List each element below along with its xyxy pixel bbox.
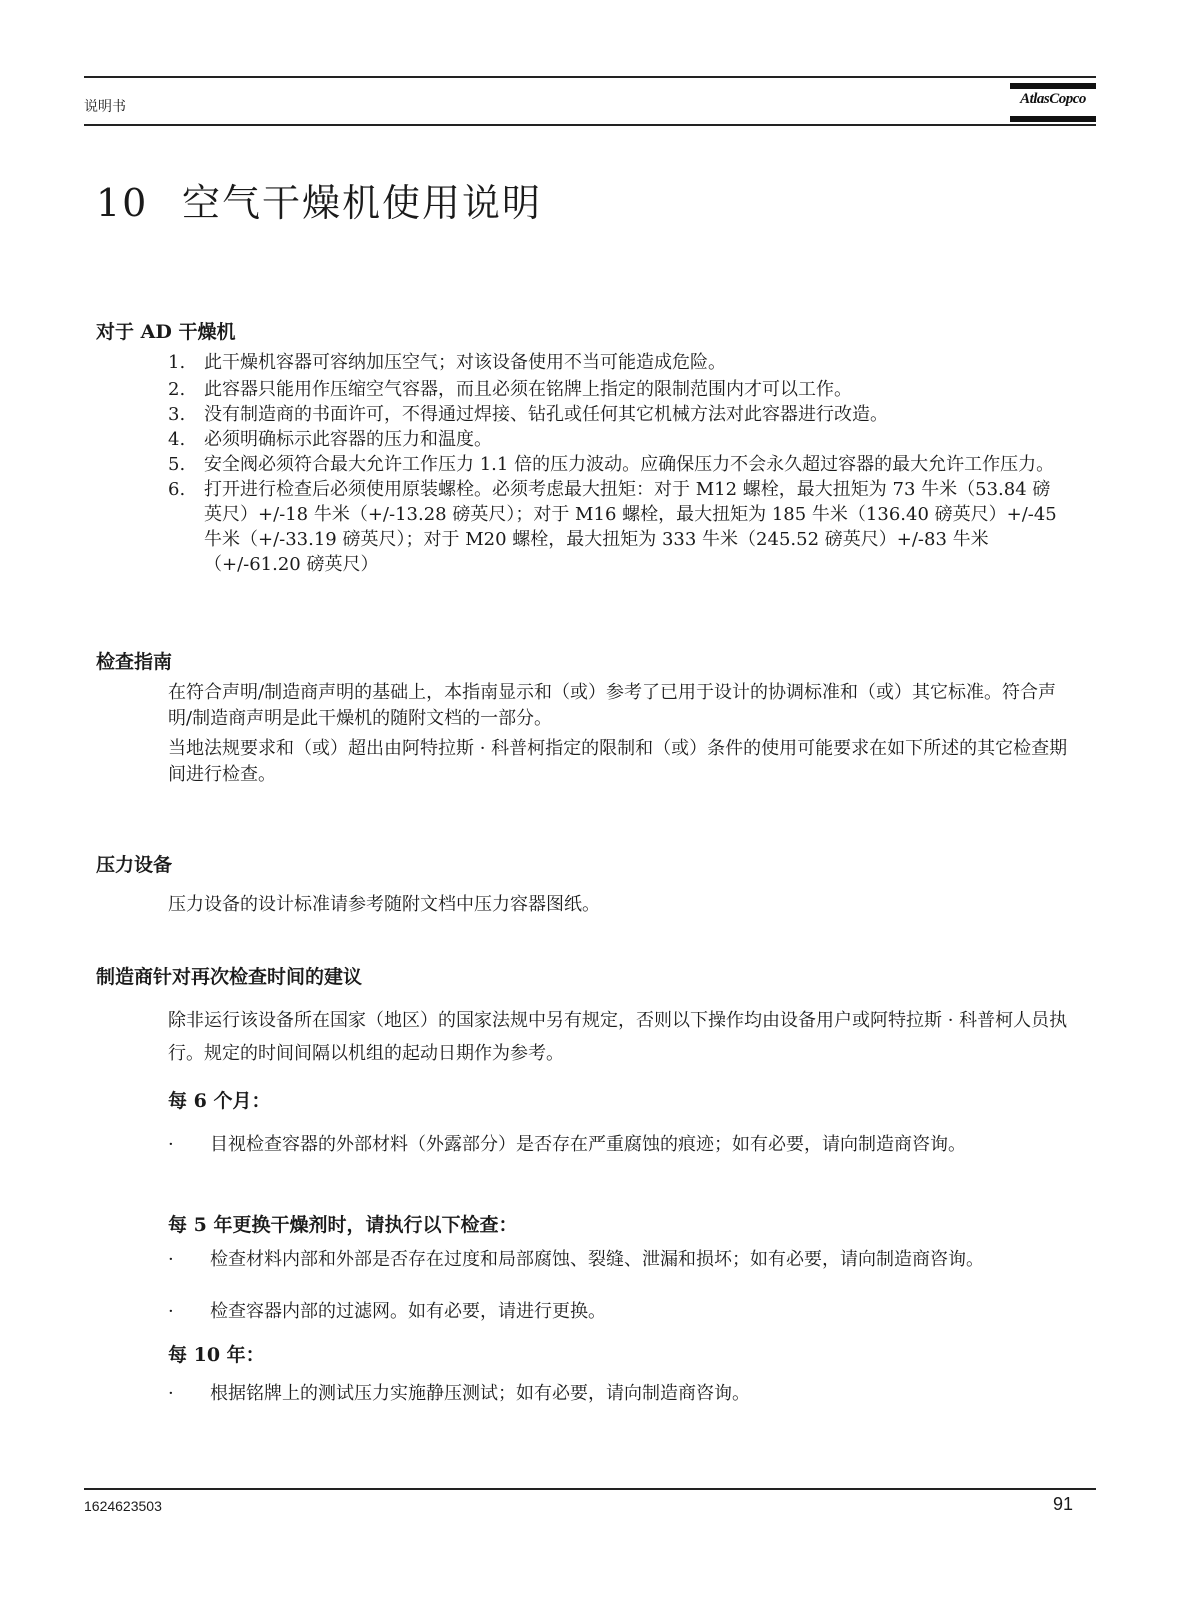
- atlas-copco-logo: AtlasCopco: [1010, 83, 1096, 123]
- interval-5-years: 每 5 年更换干燥剂时，请执行以下检查：: [168, 1214, 518, 1236]
- pressure-paragraph: 压力设备的设计标准请参考随附文档中压力容器图纸。: [168, 894, 600, 915]
- section-heading-guide: 检查指南: [96, 651, 173, 673]
- chapter-heading: [96, 172, 542, 227]
- guide-paragraph-1: 在符合声明/制造商声明的基础上，本指南显示和（或）参考了已用于设计的协调标准和（或）其它标准。符合声明/制造商声明是此干燥机的随附文档的一部分。: [168, 682, 1057, 729]
- list-item: 6. 打开进行检查后必须使用原装螺栓。必须考虑最大扭矩：对于 M12 螺栓，最大扭矩为 73 牛米（53.84 磅英尺）+/-18 牛米（+/-13.28 磅英尺）；对于 M16 螺栓，最大扭矩为 185 牛米（136.40 磅英尺）+/-45 牛米（+/-33.19 磅英尺）；对于 M20 螺栓，最大扭矩为 333 牛米（245.52 磅英尺）+/-83 牛米（+/-61.20 磅英尺）: [168, 479, 1057, 575]
- interval-10-years: 每 10 年：: [168, 1344, 265, 1366]
- header-rule-bottom: [84, 124, 1096, 126]
- footer-rule: [84, 1488, 1096, 1490]
- list-item: 4. 必须明确标示此容器的压力和温度。: [168, 429, 492, 450]
- list-item: · 根据铭牌上的测试压力实施静压测试；如有必要，请向制造商咨询。: [168, 1383, 750, 1404]
- list-item: 5. 安全阀必须符合最大允许工作压力 1.1 倍的压力波动。应确保压力不会永久超过容器的最大允许工作压力。: [168, 454, 1055, 475]
- chapter-number: 10: [96, 181, 149, 225]
- list-item: 1. 此干燥机容器可容纳加压空气；对该设备使用不当可能造成危险。: [168, 352, 726, 373]
- list-item: · 目视检查容器的外部材料（外露部分）是否存在严重腐蚀的痕迹；如有必要，请向制造商咨询。: [168, 1134, 966, 1155]
- interval-6-months: 每 6 个月：: [168, 1090, 271, 1112]
- guide-paragraph-2: 当地法规要求和（或）超出由阿特拉斯 · 科普柯指定的限制和（或）条件的使用可能要求在如下所述的其它检查期间进行检查。: [168, 738, 1068, 785]
- ad-items-list: [168, 350, 1068, 577]
- page-number: 91: [1052, 1494, 1073, 1514]
- reinspect-paragraph: 除非运行该设备所在国家（地区）的国家法规中另有规定，否则以下操作均由设备用户或阿特拉斯 · 科普柯人员执行。规定的时间间隔以机组的起动日期作为参考。: [168, 1010, 1068, 1064]
- list-item: · 检查材料内部和外部是否存在过度和局部腐蚀、裂缝、泄漏和损坏；如有必要，请向制造商咨询。: [168, 1249, 984, 1270]
- section-heading-reinspect: 制造商针对再次检查时间的建议: [96, 966, 363, 988]
- chapter-title: 空气干燥机使用说明: [182, 181, 543, 225]
- section-heading-ad: 对于 AD 干燥机: [96, 321, 236, 343]
- header-label: 说明书: [84, 99, 126, 115]
- list-item: · 检查容器内部的过滤网。如有必要，请进行更换。: [168, 1301, 606, 1322]
- header-rule-top: [84, 76, 1096, 78]
- list-item: 3. 没有制造商的书面许可，不得通过焊接、钻孔或任何其它机械方法对此容器进行改造。: [168, 404, 888, 425]
- section-heading-pressure: 压力设备: [96, 854, 173, 876]
- list-item: 2. 此容器只能用作压缩空气容器，而且必须在铭牌上指定的限制范围内才可以工作。: [168, 379, 852, 400]
- document-number: 1624623503: [84, 1498, 162, 1514]
